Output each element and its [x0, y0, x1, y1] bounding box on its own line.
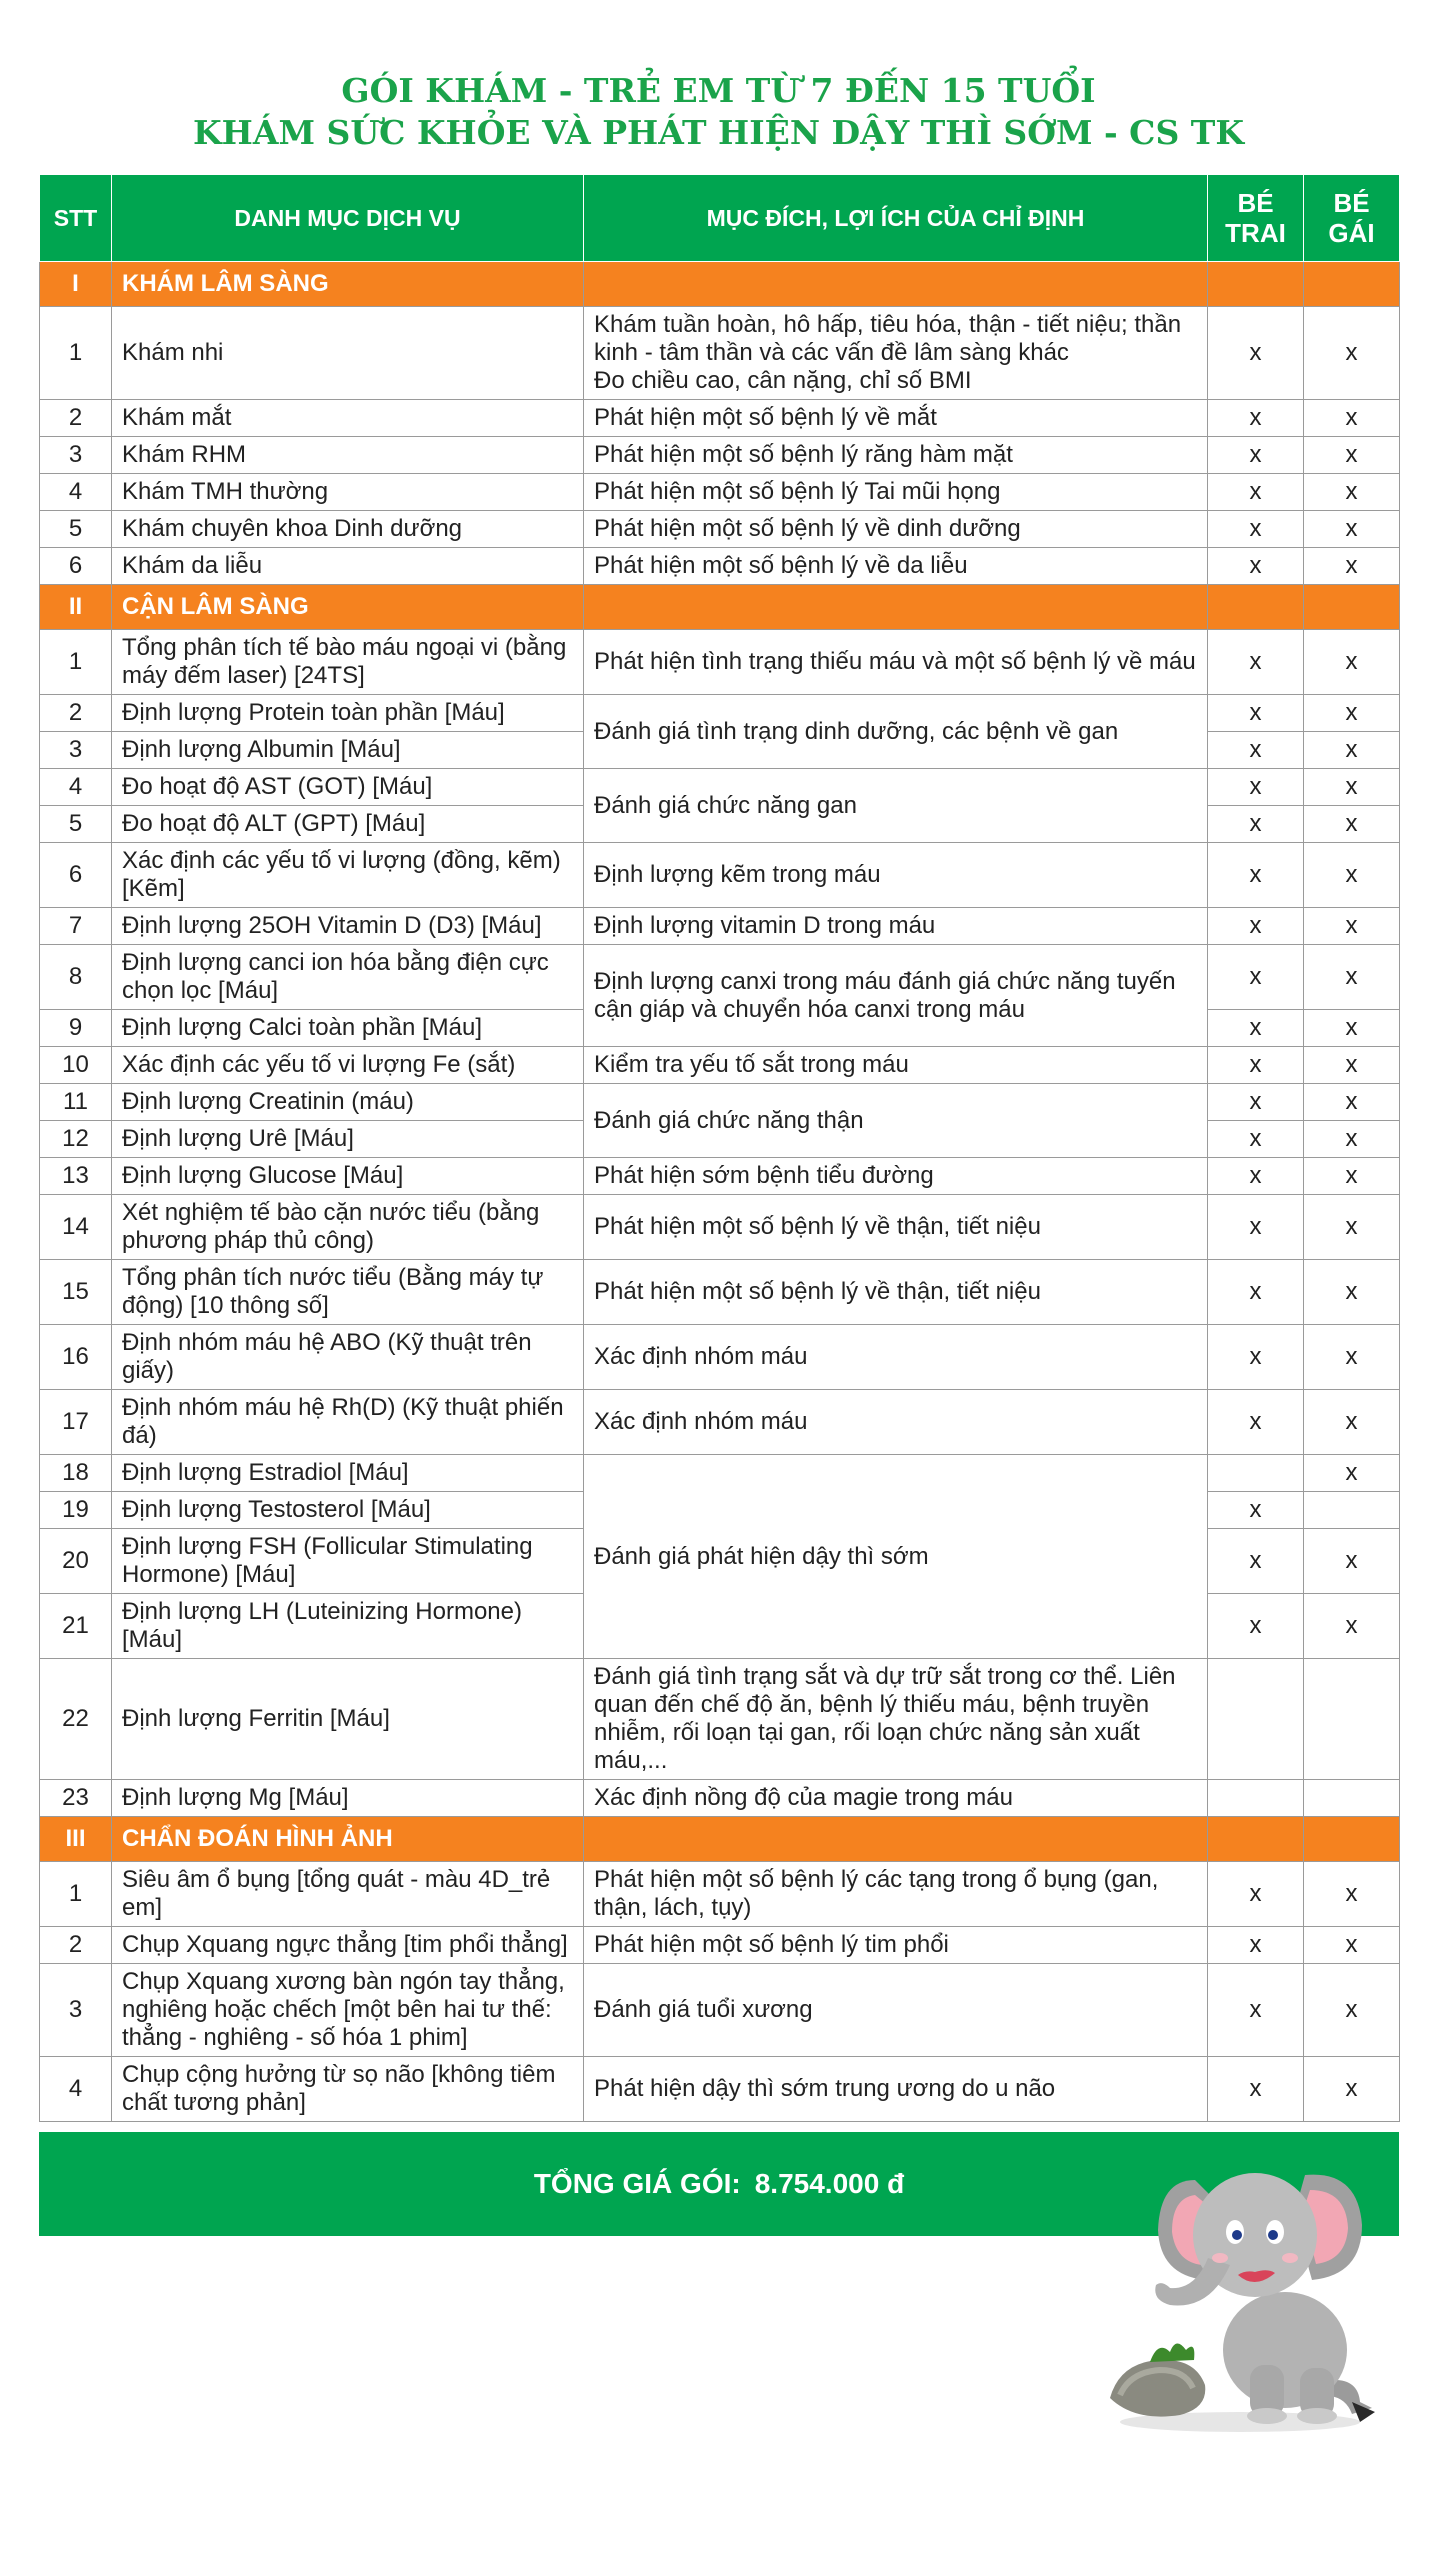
row-boy-mark: [1208, 1659, 1304, 1780]
row-girl-mark: x: [1304, 400, 1400, 437]
row-boy-mark: x: [1208, 1084, 1304, 1121]
row-boy-mark: x: [1208, 769, 1304, 806]
row-service: Định lượng Urê [Máu]: [112, 1121, 584, 1158]
row-boy-mark: x: [1208, 1195, 1304, 1260]
row-purpose: Phát hiện một số bệnh lý các tạng trong ổ bụng (gan, thận, lách, tụy): [584, 1862, 1208, 1927]
row-service: Định lượng FSH (Follicular Stimulating Hormone) [Máu]: [112, 1529, 584, 1594]
row-service: Định lượng Ferritin [Máu]: [112, 1659, 584, 1780]
table-row: [40, 1084, 1400, 1121]
table-row: [40, 307, 1400, 400]
row-purpose: Đánh giá tình trạng sắt và dự trữ sắt trong cơ thể. Liên quan đến chế độ ăn, bệnh lý thiếu máu, bệnh truyền nhiễm, rối loạn tại gan, rối loạn chức năng sản xuất máu,...: [584, 1659, 1208, 1780]
row-stt: 1: [40, 630, 112, 695]
row-purpose: Phát hiện một số bệnh lý về dinh dưỡng: [584, 511, 1208, 548]
row-girl-mark: [1304, 1492, 1400, 1529]
section-number: III: [40, 1817, 112, 1862]
row-boy-mark: x: [1208, 908, 1304, 945]
table-row: [40, 630, 1400, 695]
row-stt: 1: [40, 1862, 112, 1927]
row-boy-mark: x: [1208, 1964, 1304, 2057]
row-purpose: Định lượng canxi trong máu đánh giá chức năng tuyến cận giáp và chuyển hóa canxi trong máu: [584, 945, 1208, 1047]
row-boy-mark: x: [1208, 511, 1304, 548]
section-empty-boy: [1208, 1817, 1304, 1862]
row-purpose: Phát hiện một số bệnh lý Tai mũi họng: [584, 474, 1208, 511]
elephant-illustration: [1090, 2140, 1390, 2440]
section-empty-girl: [1304, 1817, 1400, 1862]
row-service: Khám da liễu: [112, 548, 584, 585]
row-boy-mark: x: [1208, 1121, 1304, 1158]
table-row: [40, 1927, 1400, 1964]
row-boy-mark: x: [1208, 1492, 1304, 1529]
row-girl-mark: x: [1304, 1964, 1400, 2057]
row-stt: 9: [40, 1010, 112, 1047]
row-stt: 2: [40, 400, 112, 437]
row-stt: 22: [40, 1659, 112, 1780]
row-stt: 23: [40, 1780, 112, 1817]
header-service: DANH MỤC DỊCH VỤ: [112, 175, 584, 262]
row-service: Chụp Xquang ngực thẳng [tim phổi thẳng]: [112, 1927, 584, 1964]
table-row: [40, 695, 1400, 732]
row-boy-mark: x: [1208, 1260, 1304, 1325]
row-girl-mark: x: [1304, 1158, 1400, 1195]
row-purpose: Phát hiện một số bệnh lý tim phổi: [584, 1927, 1208, 1964]
row-stt: 11: [40, 1084, 112, 1121]
row-boy-mark: [1208, 1455, 1304, 1492]
row-purpose: Đánh giá chức năng thận: [584, 1084, 1208, 1158]
row-service: Xét nghiệm tế bào cặn nước tiểu (bằng phương pháp thủ công): [112, 1195, 584, 1260]
row-boy-mark: x: [1208, 1047, 1304, 1084]
table-row: [40, 1195, 1400, 1260]
row-purpose: Xác định nhóm máu: [584, 1325, 1208, 1390]
row-stt: 5: [40, 511, 112, 548]
row-purpose: Phát hiện tình trạng thiếu máu và một số bệnh lý về máu: [584, 630, 1208, 695]
table-row: [40, 1325, 1400, 1390]
row-boy-mark: x: [1208, 437, 1304, 474]
row-girl-mark: x: [1304, 548, 1400, 585]
table-row: [40, 1260, 1400, 1325]
table-row: [40, 769, 1400, 806]
row-girl-mark: [1304, 1659, 1400, 1780]
row-stt: 17: [40, 1390, 112, 1455]
row-purpose: Khám tuần hoàn, hô hấp, tiêu hóa, thận - tiết niệu; thần kinh - tâm thần và các vấn đề lâm sàng khác Đo chiều cao, cân nặng, chỉ số BMI: [584, 307, 1208, 400]
row-service: Khám nhi: [112, 307, 584, 400]
row-stt: 4: [40, 2057, 112, 2122]
row-service: Định lượng Creatinin (máu): [112, 1084, 584, 1121]
row-purpose: Đánh giá phát hiện dậy thì sớm: [584, 1455, 1208, 1659]
table-row: [40, 843, 1400, 908]
row-girl-mark: x: [1304, 1121, 1400, 1158]
section-row: [40, 585, 1400, 630]
row-purpose: Phát hiện một số bệnh lý răng hàm mặt: [584, 437, 1208, 474]
row-service: Đo hoạt độ AST (GOT) [Máu]: [112, 769, 584, 806]
row-service: Chụp cộng hưởng từ sọ não [không tiêm chất tương phản]: [112, 2057, 584, 2122]
row-girl-mark: x: [1304, 1325, 1400, 1390]
row-girl-mark: x: [1304, 908, 1400, 945]
row-stt: 1: [40, 307, 112, 400]
table-row: [40, 1455, 1400, 1492]
row-boy-mark: x: [1208, 1010, 1304, 1047]
row-purpose: Phát hiện một số bệnh lý về thận, tiết niệu: [584, 1260, 1208, 1325]
section-empty-purpose: [584, 585, 1208, 630]
header-girl: BÉ GÁI: [1304, 175, 1400, 262]
row-stt: 12: [40, 1121, 112, 1158]
row-stt: 8: [40, 945, 112, 1010]
service-table: [39, 174, 1400, 2122]
row-service: Khám TMH thường: [112, 474, 584, 511]
row-girl-mark: x: [1304, 769, 1400, 806]
row-boy-mark: x: [1208, 1158, 1304, 1195]
row-girl-mark: x: [1304, 2057, 1400, 2122]
row-girl-mark: [1304, 1780, 1400, 1817]
table-row: [40, 1862, 1400, 1927]
row-stt: 5: [40, 806, 112, 843]
table-row: [40, 908, 1400, 945]
row-service: Khám mắt: [112, 400, 584, 437]
row-service: Định lượng Testosterol [Máu]: [112, 1492, 584, 1529]
section-name: KHÁM LÂM SÀNG: [112, 262, 584, 307]
row-girl-mark: x: [1304, 1084, 1400, 1121]
row-service: Xác định các yếu tố vi lượng Fe (sắt): [112, 1047, 584, 1084]
row-girl-mark: x: [1304, 1047, 1400, 1084]
row-boy-mark: x: [1208, 1529, 1304, 1594]
header-purpose: MỤC ĐÍCH, LỢI ÍCH CỦA CHỈ ĐỊNH: [584, 175, 1208, 262]
row-girl-mark: x: [1304, 1927, 1400, 1964]
row-girl-mark: x: [1304, 806, 1400, 843]
row-purpose: Đánh giá tình trạng dinh dưỡng, các bệnh về gan: [584, 695, 1208, 769]
row-boy-mark: x: [1208, 1927, 1304, 1964]
row-service: Đo hoạt độ ALT (GPT) [Máu]: [112, 806, 584, 843]
row-girl-mark: x: [1304, 630, 1400, 695]
section-row: [40, 262, 1400, 307]
header-stt: STT: [40, 175, 112, 262]
row-stt: 21: [40, 1594, 112, 1659]
row-service: Khám chuyên khoa Dinh dưỡng: [112, 511, 584, 548]
row-purpose: Phát hiện một số bệnh lý về thận, tiết niệu: [584, 1195, 1208, 1260]
row-service: Xác định các yếu tố vi lượng (đồng, kẽm) [Kẽm]: [112, 843, 584, 908]
row-stt: 2: [40, 1927, 112, 1964]
row-girl-mark: x: [1304, 843, 1400, 908]
row-boy-mark: x: [1208, 732, 1304, 769]
table-header-row: [40, 175, 1400, 262]
row-boy-mark: x: [1208, 695, 1304, 732]
row-stt: 2: [40, 695, 112, 732]
row-service: Khám RHM: [112, 437, 584, 474]
row-stt: 20: [40, 1529, 112, 1594]
row-service: Định lượng LH (Luteinizing Hormone) [Máu]: [112, 1594, 584, 1659]
row-service: Định lượng Protein toàn phần [Máu]: [112, 695, 584, 732]
row-girl-mark: x: [1304, 1594, 1400, 1659]
row-stt: 4: [40, 769, 112, 806]
row-stt: 15: [40, 1260, 112, 1325]
table-row: [40, 400, 1400, 437]
table-row: [40, 474, 1400, 511]
row-stt: 4: [40, 474, 112, 511]
table-row: [40, 1390, 1400, 1455]
row-stt: 10: [40, 1047, 112, 1084]
section-empty-purpose: [584, 1817, 1208, 1862]
section-empty-girl: [1304, 262, 1400, 307]
row-boy-mark: x: [1208, 400, 1304, 437]
section-empty-girl: [1304, 585, 1400, 630]
row-stt: 16: [40, 1325, 112, 1390]
section-name: CHẨN ĐOÁN HÌNH ẢNH: [112, 1817, 584, 1862]
row-service: Định lượng 25OH Vitamin D (D3) [Máu]: [112, 908, 584, 945]
section-number: II: [40, 585, 112, 630]
row-purpose: Xác định nhóm máu: [584, 1390, 1208, 1455]
row-stt: 3: [40, 732, 112, 769]
table-row: [40, 945, 1400, 1010]
row-purpose: Kiểm tra yếu tố sắt trong máu: [584, 1047, 1208, 1084]
row-girl-mark: x: [1304, 1260, 1400, 1325]
row-purpose: Định lượng vitamin D trong máu: [584, 908, 1208, 945]
row-purpose: Phát hiện một số bệnh lý về mắt: [584, 400, 1208, 437]
row-service: Định lượng Mg [Máu]: [112, 1780, 584, 1817]
section-name: CẬN LÂM SÀNG: [112, 585, 584, 630]
section-empty-boy: [1208, 262, 1304, 307]
row-boy-mark: x: [1208, 474, 1304, 511]
row-service: Định lượng Glucose [Máu]: [112, 1158, 584, 1195]
row-girl-mark: x: [1304, 307, 1400, 400]
row-service: Định nhóm máu hệ ABO (Kỹ thuật trên giấy): [112, 1325, 584, 1390]
row-girl-mark: x: [1304, 1529, 1400, 1594]
row-stt: 18: [40, 1455, 112, 1492]
section-empty-boy: [1208, 585, 1304, 630]
row-boy-mark: x: [1208, 1325, 1304, 1390]
row-boy-mark: x: [1208, 806, 1304, 843]
table-row: [40, 1780, 1400, 1817]
row-girl-mark: x: [1304, 437, 1400, 474]
row-girl-mark: x: [1304, 511, 1400, 548]
row-service: Định lượng Calci toàn phần [Máu]: [112, 1010, 584, 1047]
section-empty-purpose: [584, 262, 1208, 307]
table-row: [40, 548, 1400, 585]
row-purpose: Đánh giá chức năng gan: [584, 769, 1208, 843]
table-row: [40, 1047, 1400, 1084]
row-boy-mark: x: [1208, 1862, 1304, 1927]
row-boy-mark: x: [1208, 1390, 1304, 1455]
row-girl-mark: x: [1304, 1455, 1400, 1492]
table-row: [40, 437, 1400, 474]
row-stt: 13: [40, 1158, 112, 1195]
section-number: I: [40, 262, 112, 307]
table-body: [40, 262, 1400, 2122]
row-boy-mark: x: [1208, 2057, 1304, 2122]
row-stt: 3: [40, 437, 112, 474]
row-purpose: Định lượng kẽm trong máu: [584, 843, 1208, 908]
row-girl-mark: x: [1304, 945, 1400, 1010]
row-boy-mark: x: [1208, 945, 1304, 1010]
row-stt: 19: [40, 1492, 112, 1529]
row-stt: 7: [40, 908, 112, 945]
row-purpose: Đánh giá tuổi xương: [584, 1964, 1208, 2057]
row-boy-mark: x: [1208, 1594, 1304, 1659]
section-row: [40, 1817, 1400, 1862]
row-service: Siêu âm ổ bụng [tổng quát - màu 4D_trẻ em]: [112, 1862, 584, 1927]
row-stt: 3: [40, 1964, 112, 2057]
row-service: Chụp Xquang xương bàn ngón tay thẳng, nghiêng hoặc chếch [một bên hai tư thế: thẳng - nghiêng - số hóa 1 phim]: [112, 1964, 584, 2057]
row-boy-mark: x: [1208, 548, 1304, 585]
row-stt: 14: [40, 1195, 112, 1260]
row-girl-mark: x: [1304, 1010, 1400, 1047]
page-title: GÓI KHÁM - TRẺ EM TỪ 7 ĐẾN 15 TUỔI: [341, 71, 1096, 110]
row-boy-mark: x: [1208, 630, 1304, 695]
row-purpose: Phát hiện dậy thì sớm trung ương do u não: [584, 2057, 1208, 2122]
table-row: [40, 1659, 1400, 1780]
page-subtitle: KHÁM SỨC KHỎE VÀ PHÁT HIỆN DẬY THÌ SỚM - CS TK: [192, 113, 1245, 152]
table-row: [40, 1964, 1400, 2057]
row-purpose: Phát hiện một số bệnh lý về da liễu: [584, 548, 1208, 585]
row-girl-mark: x: [1304, 474, 1400, 511]
row-service: Tổng phân tích tế bào máu ngoại vi (bằng máy đếm laser) [24TS]: [112, 630, 584, 695]
total-value: 8.754.000 đ: [754, 2168, 905, 2199]
row-girl-mark: x: [1304, 1390, 1400, 1455]
row-service: Định lượng Albumin [Máu]: [112, 732, 584, 769]
row-stt: 6: [40, 548, 112, 585]
row-stt: 6: [40, 843, 112, 908]
row-purpose: Xác định nồng độ của magie trong máu: [584, 1780, 1208, 1817]
row-boy-mark: x: [1208, 843, 1304, 908]
row-girl-mark: x: [1304, 1195, 1400, 1260]
table-row: [40, 511, 1400, 548]
row-service: Định lượng canci ion hóa bằng điện cực chọn lọc [Máu]: [112, 945, 584, 1010]
row-girl-mark: x: [1304, 695, 1400, 732]
row-service: Định nhóm máu hệ Rh(D) (Kỹ thuật phiến đá): [112, 1390, 584, 1455]
row-purpose: Phát hiện sớm bệnh tiểu đường: [584, 1158, 1208, 1195]
row-boy-mark: [1208, 1780, 1304, 1817]
table-row: [40, 1158, 1400, 1195]
row-girl-mark: x: [1304, 1862, 1400, 1927]
total-label: TỔNG GIÁ GÓI:: [533, 2168, 741, 2199]
header-boy: BÉ TRAI: [1208, 175, 1304, 262]
row-boy-mark: x: [1208, 307, 1304, 400]
row-service: Định lượng Estradiol [Máu]: [112, 1455, 584, 1492]
table-row: [40, 2057, 1400, 2122]
row-service: Tổng phân tích nước tiểu (Bằng máy tự động) [10 thông số]: [112, 1260, 584, 1325]
row-girl-mark: x: [1304, 732, 1400, 769]
